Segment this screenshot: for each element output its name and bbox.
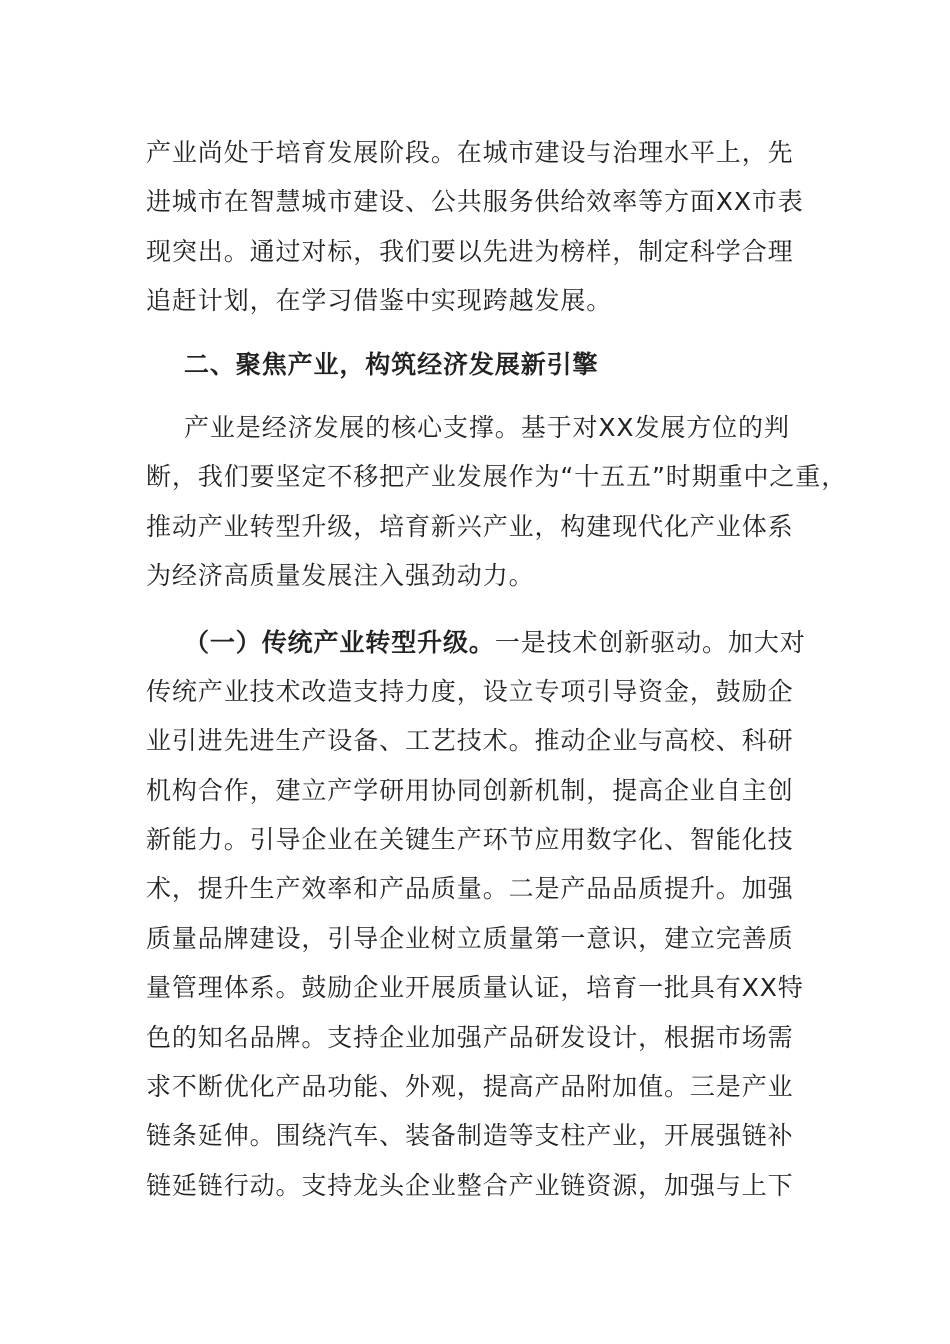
paragraph-line: 进城市在智慧城市建设、公共服务供给效率等方面XX市表 [146, 187, 804, 217]
paragraph-line: 质量品牌建设，引导企业树立质量第一意识，建立完善质 [146, 923, 794, 953]
paragraph-line: 求不断优化产品功能、外观，提高产品附加值。三是产业 [146, 1072, 794, 1102]
paragraph-line: 术，提升生产效率和产品质量。二是产品品质提升。加强 [146, 874, 794, 904]
paragraph-line: 色的知名品牌。支持企业加强产品研发设计，根据市场需 [146, 1022, 794, 1052]
paragraph-line: 产业是经济发展的核心支撑。基于对XX发展方位的判 [184, 412, 790, 442]
paragraph-line: 新能力。引导企业在关键生产环节应用数字化、智能化技 [146, 825, 794, 855]
paragraph-line-rest: 一是技术创新驱动。加大对 [494, 627, 806, 657]
paragraph-line: 推动产业转型升级，培育新兴产业，构建现代化产业体系 [146, 511, 794, 541]
paragraph-line: 为经济高质量发展注入强劲动力。 [146, 561, 535, 591]
spacer [146, 601, 826, 618]
paragraph-line: 业引进先进生产设备、工艺技术。推动企业与高校、科研 [146, 726, 794, 756]
paragraph-line: 链条延伸。围绕汽车、装备制造等支柱产业，开展强链补 [146, 1121, 794, 1151]
paragraph-3 [146, 618, 826, 1211]
paragraph-line: 断，我们要坚定不移把产业发展作为“十五五”时期重中之重， [146, 462, 848, 492]
paragraph-line: 机构合作，建立产学研用协同创新机制，提高企业自主创 [146, 775, 794, 805]
paragraph-line: 量管理体系。鼓励企业开展质量认证，培育一批具有XX特 [146, 973, 804, 1003]
paragraph-line: 现突出。通过对标，我们要以先进为榜样，制定科学合理 [146, 236, 794, 266]
document-body [146, 128, 848, 1210]
spacer [146, 326, 826, 340]
section-heading-text: 二、聚焦产业，构筑经济发展新引擎 [184, 349, 599, 379]
subsection-title: （一）传统产业转型升级。 [184, 627, 495, 657]
paragraph-line: 产业尚处于培育发展阶段。在城市建设与治理水平上，先 [146, 138, 794, 167]
paragraph-line: 链延链行动。支持龙头企业整合产业链资源，加强与上下 [146, 1170, 794, 1200]
paragraph-first-line [146, 618, 826, 667]
spacer [146, 389, 826, 403]
section-heading-2 [146, 340, 826, 389]
paragraph-line: 传统产业技术改造支持力度，设立专项引导资金，鼓励企 [146, 676, 794, 706]
paragraph-line: 追赶计划，在学习借鉴中实现跨越发展。 [146, 286, 613, 316]
paragraph-2 [146, 403, 848, 601]
paragraph-1 [146, 128, 826, 326]
